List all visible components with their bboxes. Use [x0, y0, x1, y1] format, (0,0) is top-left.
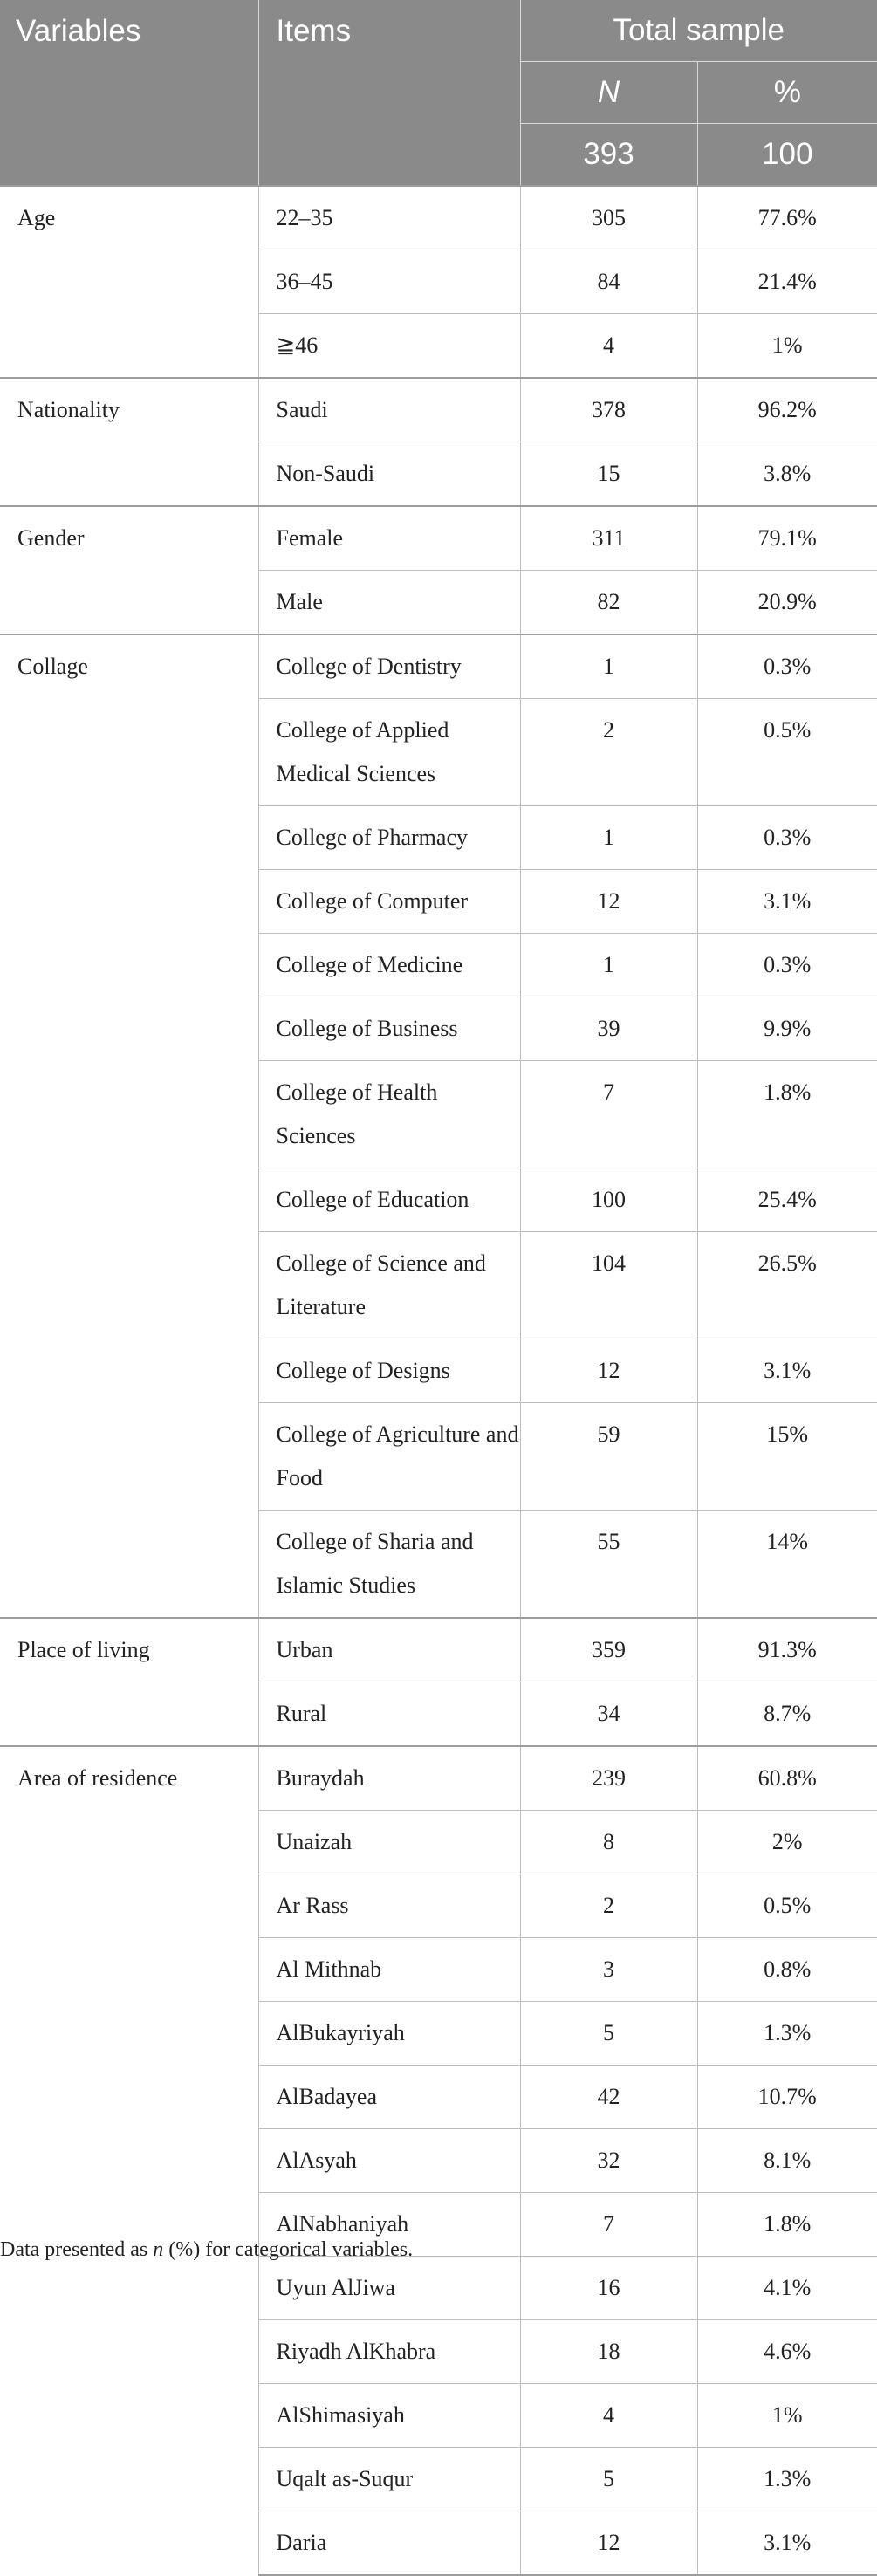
item-cell: Urban	[258, 1618, 520, 1682]
item-cell: Ar Rass	[258, 1874, 520, 1938]
percent-cell: 8.1%	[697, 2129, 877, 2193]
count-cell: 15	[520, 442, 697, 507]
percent-cell: 15%	[697, 1403, 877, 1511]
count-cell: 1	[520, 934, 697, 997]
percent-cell: 1%	[697, 2384, 877, 2448]
count-cell: 4	[520, 314, 697, 379]
table-row	[0, 506, 877, 571]
count-cell: 311	[520, 506, 697, 571]
item-cell: College of Dentistry	[258, 634, 520, 699]
item-cell: College of Medicine	[258, 934, 520, 997]
count-cell: 59	[520, 1403, 697, 1511]
table-row	[0, 1618, 877, 1682]
table-body	[0, 186, 877, 2575]
count-cell: 39	[520, 997, 697, 1061]
count-cell: 4	[520, 2384, 697, 2448]
percent-cell: 26.5%	[697, 1232, 877, 1339]
item-cell: College of Designs	[258, 1339, 520, 1403]
item-cell: Buraydah	[258, 1746, 520, 1811]
item-cell: College of Education	[258, 1168, 520, 1232]
percent-cell: 2%	[697, 1811, 877, 1874]
percent-cell: 3.1%	[697, 1339, 877, 1403]
item-cell: AlAsyah	[258, 2129, 520, 2193]
table-row	[0, 186, 877, 250]
item-cell: College of Computer	[258, 870, 520, 934]
item-cell: 22–35	[258, 186, 520, 250]
count-cell: 12	[520, 1339, 697, 1403]
table-footnote	[0, 2238, 413, 2262]
header-variables: Variables	[0, 0, 258, 186]
item-cell: 36–45	[258, 250, 520, 314]
header-items: Items	[258, 0, 520, 186]
percent-cell: 0.3%	[697, 634, 877, 699]
variable-cell: Place of living	[0, 1618, 258, 1746]
count-cell: 378	[520, 378, 697, 442]
count-cell: 12	[520, 870, 697, 934]
percent-cell: 0.3%	[697, 806, 877, 870]
item-cell: AlBadayea	[258, 2066, 520, 2129]
variable-cell: Age	[0, 186, 258, 378]
item-cell: Uyun AlJiwa	[258, 2257, 520, 2320]
item-cell: Female	[258, 506, 520, 571]
percent-cell: 79.1%	[697, 506, 877, 571]
percent-cell: 60.8%	[697, 1746, 877, 1811]
percent-cell: 77.6%	[697, 186, 877, 250]
percent-cell: 14%	[697, 1511, 877, 1619]
item-cell: Rural	[258, 1682, 520, 1747]
count-cell: 42	[520, 2066, 697, 2129]
count-cell: 305	[520, 186, 697, 250]
percent-cell: 1.8%	[697, 2193, 877, 2257]
header-n: N	[520, 62, 697, 124]
percent-cell: 96.2%	[697, 378, 877, 442]
percent-cell: 1.3%	[697, 2002, 877, 2066]
count-cell: 8	[520, 1811, 697, 1874]
item-cell: AlShimasiyah	[258, 2384, 520, 2448]
percent-cell: 20.9%	[697, 571, 877, 635]
table-row	[0, 378, 877, 442]
variable-cell: Collage	[0, 634, 258, 1618]
header-percent: %	[697, 62, 877, 124]
percent-cell: 10.7%	[697, 2066, 877, 2129]
item-cell: Riyadh AlKhabra	[258, 2320, 520, 2384]
count-cell: 34	[520, 1682, 697, 1747]
percent-cell: 91.3%	[697, 1618, 877, 1682]
header-percent-total: 100	[697, 124, 877, 187]
item-cell: Uqalt as-Suqur	[258, 2448, 520, 2511]
item-cell: AlNabhaniyah	[258, 2193, 520, 2257]
percent-cell: 3.1%	[697, 870, 877, 934]
percent-cell: 3.1%	[697, 2511, 877, 2576]
item-cell: College of Pharmacy	[258, 806, 520, 870]
table-row	[0, 1746, 877, 1811]
table-row	[0, 634, 877, 699]
item-cell: College of Business	[258, 997, 520, 1061]
count-cell: 5	[520, 2002, 697, 2066]
item-cell: ≧46	[258, 314, 520, 379]
header-n-total: 393	[520, 124, 697, 187]
count-cell: 12	[520, 2511, 697, 2576]
count-cell: 16	[520, 2257, 697, 2320]
percent-cell: 8.7%	[697, 1682, 877, 1747]
count-cell: 18	[520, 2320, 697, 2384]
percent-cell: 4.6%	[697, 2320, 877, 2384]
count-cell: 2	[520, 1874, 697, 1938]
percent-cell: 1%	[697, 314, 877, 379]
footnote-n-symbol: n	[153, 2238, 164, 2261]
item-cell: Unaizah	[258, 1811, 520, 1874]
percent-cell: 4.1%	[697, 2257, 877, 2320]
count-cell: 3	[520, 1938, 697, 2002]
item-cell: College of Health Sciences	[258, 1061, 520, 1168]
count-cell: 100	[520, 1168, 697, 1232]
footnote-suffix: (%) for categorical variables.	[163, 2238, 414, 2261]
percent-cell: 3.8%	[697, 442, 877, 507]
header-total-sample: Total sample	[520, 0, 877, 62]
count-cell: 82	[520, 571, 697, 635]
percent-cell: 25.4%	[697, 1168, 877, 1232]
table-header	[0, 0, 877, 186]
count-cell: 359	[520, 1618, 697, 1682]
count-cell: 2	[520, 699, 697, 806]
item-cell: Male	[258, 571, 520, 635]
percent-cell: 0.8%	[697, 1938, 877, 2002]
item-cell: College of Applied Medical Sciences	[258, 699, 520, 806]
variable-cell: Area of residence	[0, 1746, 258, 2575]
variable-cell: Gender	[0, 506, 258, 634]
footnote-prefix: Data presented as	[0, 2238, 154, 2261]
count-cell: 84	[520, 250, 697, 314]
count-cell: 1	[520, 634, 697, 699]
percent-cell: 21.4%	[697, 250, 877, 314]
item-cell: Saudi	[258, 378, 520, 442]
percent-cell: 1.8%	[697, 1061, 877, 1168]
item-cell: Non-Saudi	[258, 442, 520, 507]
count-cell: 239	[520, 1746, 697, 1811]
item-cell: Daria	[258, 2511, 520, 2576]
count-cell: 104	[520, 1232, 697, 1339]
percent-cell: 0.5%	[697, 1874, 877, 1938]
item-cell: College of Science and Literature	[258, 1232, 520, 1339]
count-cell: 7	[520, 1061, 697, 1168]
count-cell: 32	[520, 2129, 697, 2193]
item-cell: Al Mithnab	[258, 1938, 520, 2002]
item-cell: AlBukayriyah	[258, 2002, 520, 2066]
percent-cell: 0.3%	[697, 934, 877, 997]
percent-cell: 0.5%	[697, 699, 877, 806]
count-cell: 55	[520, 1511, 697, 1619]
item-cell: College of Sharia and Islamic Studies	[258, 1511, 520, 1619]
count-cell: 1	[520, 806, 697, 870]
percent-cell: 1.3%	[697, 2448, 877, 2511]
percent-cell: 9.9%	[697, 997, 877, 1061]
count-cell: 5	[520, 2448, 697, 2511]
variable-cell: Nationality	[0, 378, 258, 506]
item-cell: College of Agriculture and Food	[258, 1403, 520, 1511]
count-cell: 7	[520, 2193, 697, 2257]
